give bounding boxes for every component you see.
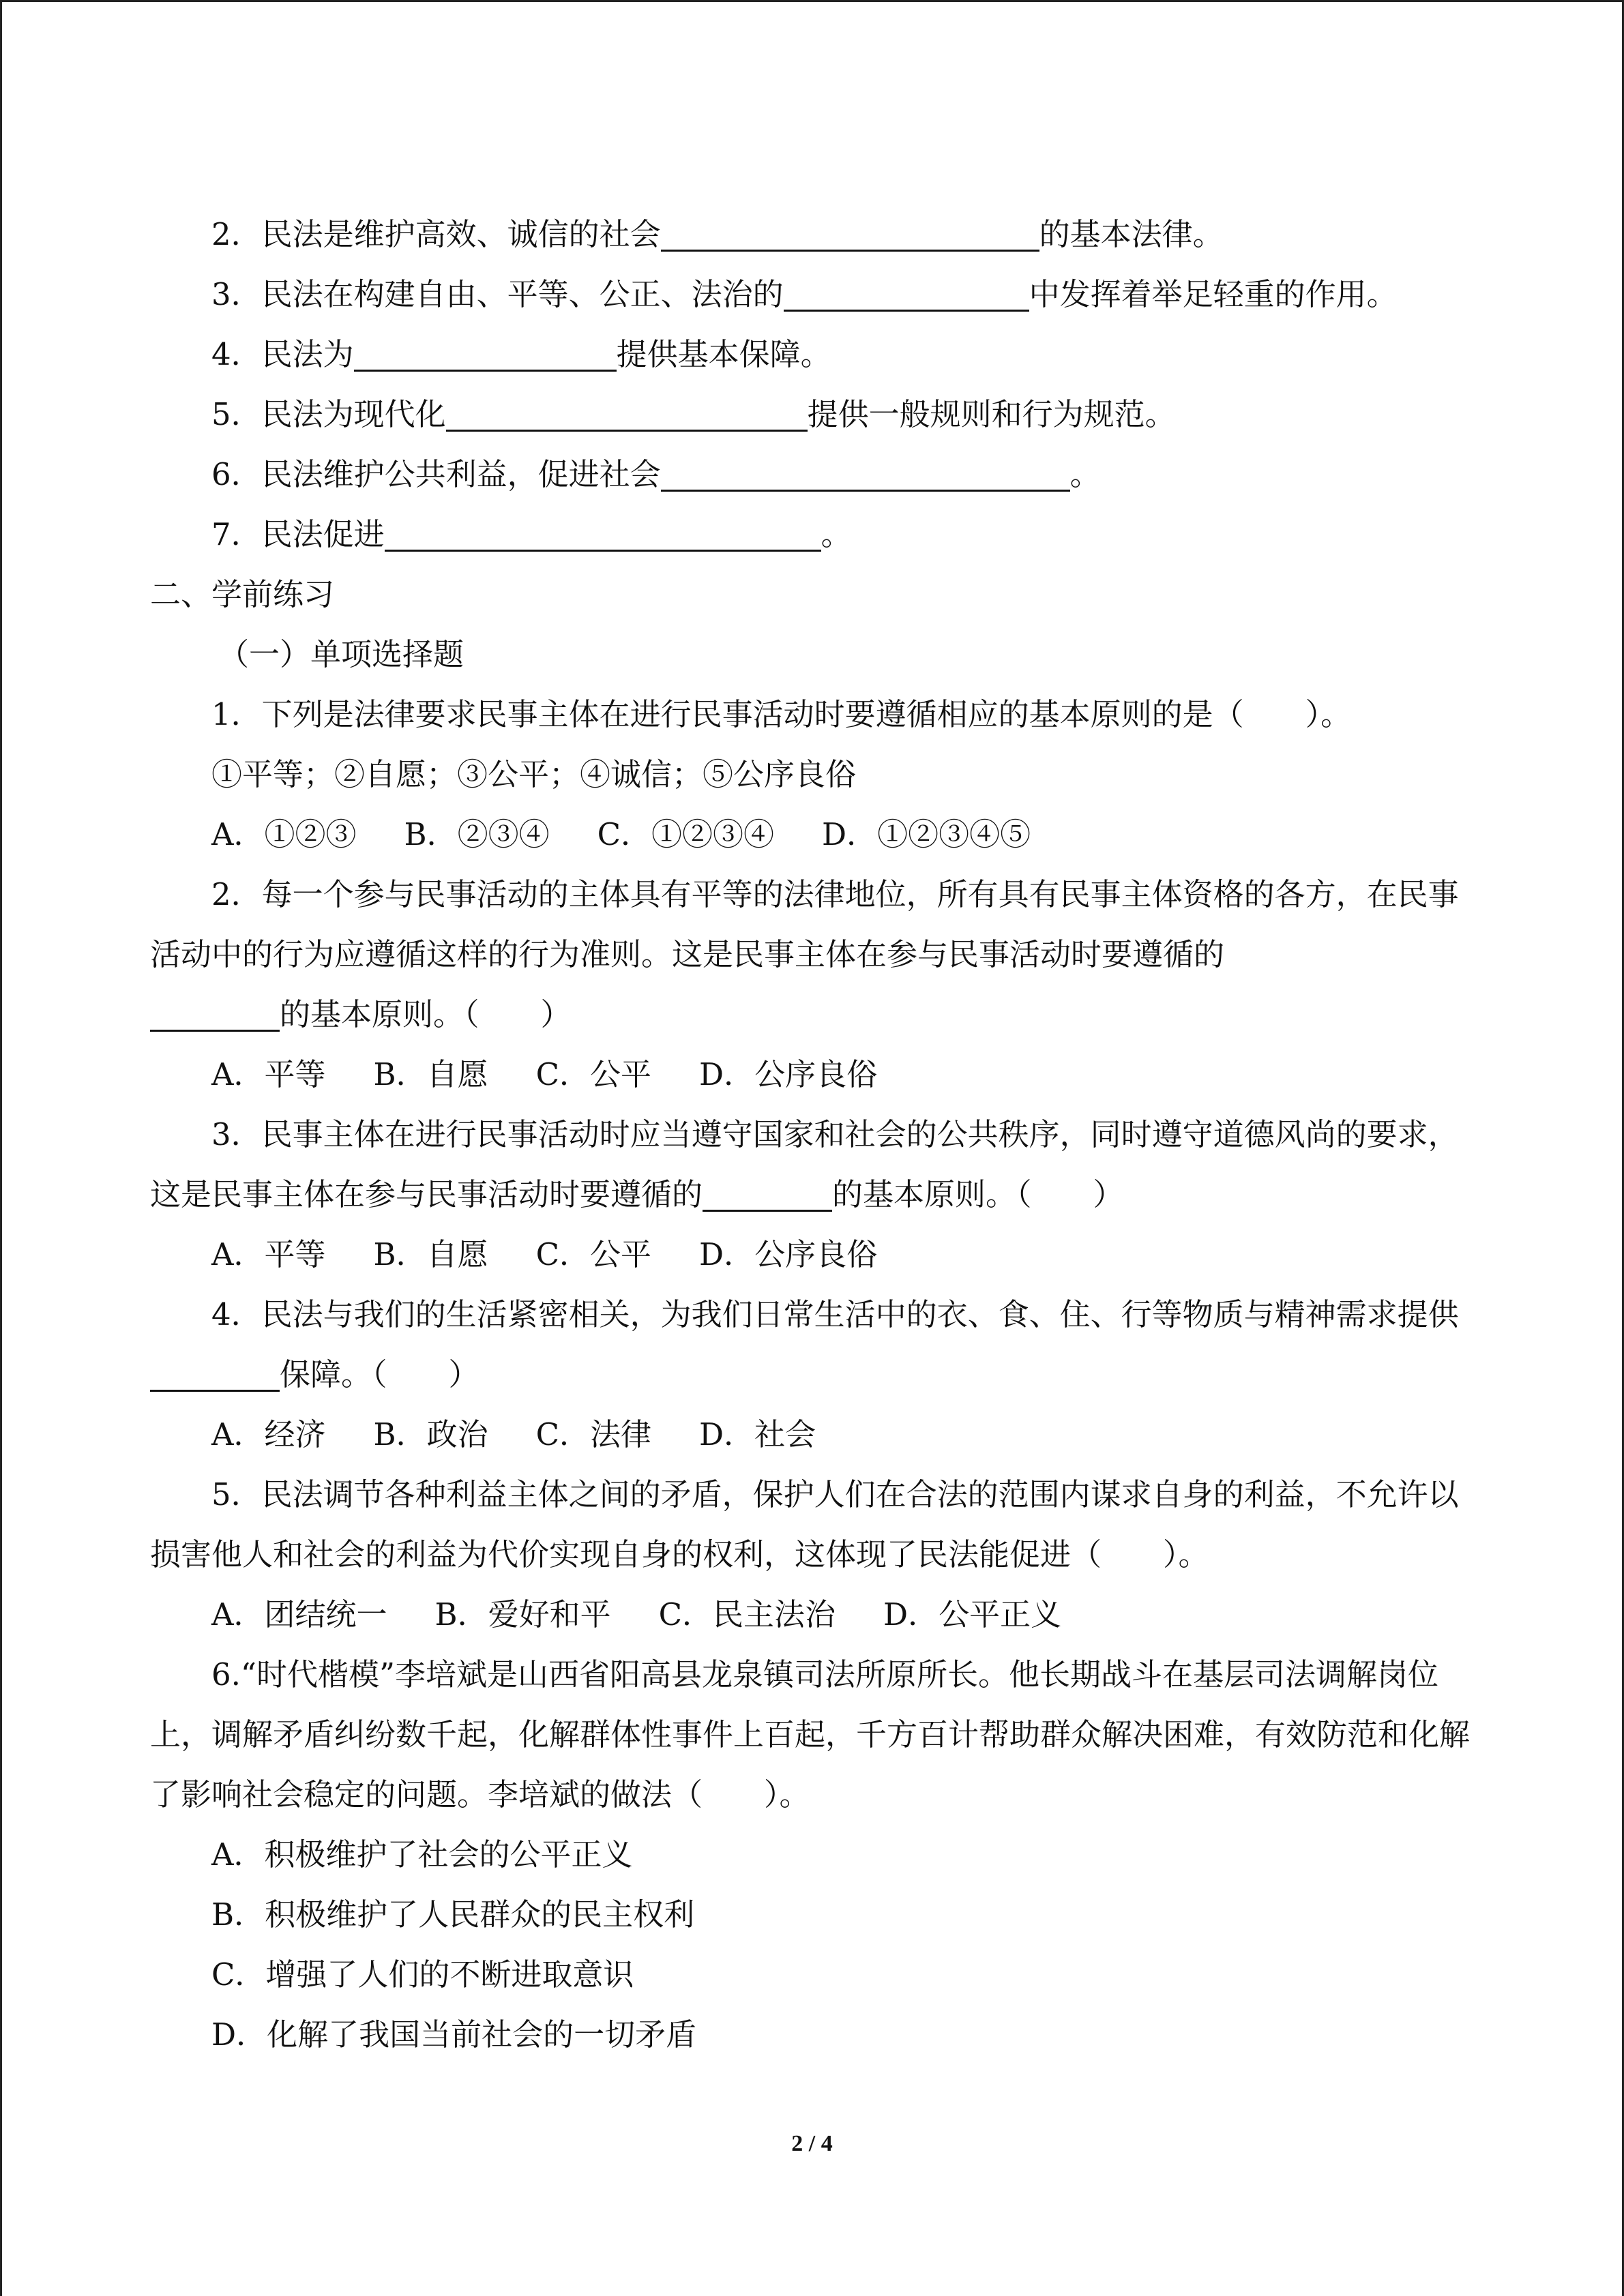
question-text: 的基本原则。（ ） — [280, 996, 572, 1032]
fill-item-text: 2．民法是维护高效、诚信的社会 — [211, 216, 661, 252]
option-c[interactable]: C．法律 — [535, 1416, 652, 1452]
question-1-stem: 1．下列是法律要求民事主体在进行民事活动时要遵循相应的基本原则的是（ ）。 — [211, 696, 1352, 732]
option-b[interactable]: B．自愿 — [373, 1236, 488, 1272]
option-d[interactable]: D．①②③④⑤ — [822, 816, 1031, 852]
question-6-stem: 6.“时代楷模”李培斌是山西省阳高县龙泉镇司法所原所长。他长期战斗在基层司法调解岗位上，调解矛盾纠纷数千起，化解群体性事件上百起，千方百计帮助群众解决困难，有效防范和化解了影响社会稳定的问题。李培斌的做法（ ）。 — [150, 1656, 1471, 1813]
question-1-items: ①平等；②自愿；③公平；④诚信；⑤公序良俗 — [211, 756, 857, 792]
answer-blank[interactable] — [446, 394, 808, 432]
option-a[interactable]: A．平等 — [211, 1236, 326, 1272]
option-d[interactable]: D．社会 — [699, 1416, 816, 1452]
option-b[interactable]: B．自愿 — [373, 1056, 488, 1092]
fill-item-text: 的基本法律。 — [1039, 216, 1224, 252]
option-c[interactable]: C．民主法治 — [658, 1596, 836, 1632]
question-3-options — [150, 1225, 1480, 1285]
question-4-stem — [150, 1285, 1480, 1405]
fill-item-text: 提供一般规则和行为规范。 — [807, 396, 1176, 432]
option-c[interactable]: C．公平 — [535, 1056, 652, 1092]
section-title: 二、学前练习 — [150, 576, 335, 612]
option-a[interactable]: A．团结统一 — [211, 1596, 387, 1632]
answer-blank[interactable] — [150, 994, 280, 1032]
fill-item-7 — [150, 505, 1480, 565]
document-body — [150, 205, 1480, 2065]
fill-item-4 — [150, 325, 1480, 385]
answer-blank[interactable] — [703, 1174, 832, 1212]
option-d[interactable]: D．公平正义 — [883, 1596, 1062, 1632]
option-a[interactable]: A．①②③ — [211, 816, 357, 852]
question-2-stem — [150, 865, 1480, 1045]
fill-item-text: 中发挥着举足轻重的作用。 — [1029, 276, 1398, 312]
question-5-options — [150, 1585, 1480, 1645]
option-a[interactable]: A．积极维护了社会的公平正义 — [211, 1836, 633, 1873]
option-d[interactable]: D．公序良俗 — [699, 1236, 878, 1272]
question-3-stem — [150, 1105, 1480, 1225]
question-text: 保障。（ ） — [280, 1356, 479, 1392]
answer-blank[interactable] — [354, 334, 617, 372]
answer-blank[interactable] — [784, 274, 1029, 312]
question-text: 3．民事主体在进行民事活动时应当遵守国家和社会的公共秩序，同时遵守道德风尚的要求，这是民事主体在参与民事活动时要遵循的 — [150, 1116, 1459, 1212]
option-c[interactable]: C．增强了人们的不断进取意识 — [211, 1956, 634, 1993]
subsection-title: （一）单项选择题 — [218, 636, 464, 672]
option-b[interactable]: B．政治 — [373, 1416, 488, 1452]
answer-blank[interactable] — [661, 454, 1070, 492]
option-b[interactable]: B．积极维护了人民群众的民主权利 — [211, 1896, 695, 1933]
fill-item-2 — [150, 205, 1480, 265]
option-c[interactable]: C．①②③④ — [597, 816, 775, 852]
question-1-options — [150, 805, 1480, 865]
fill-item-6 — [150, 445, 1480, 505]
answer-blank[interactable] — [150, 1354, 280, 1392]
question-4-options — [150, 1405, 1480, 1465]
fill-item-5 — [150, 385, 1480, 445]
fill-item-text: 5．民法为现代化 — [211, 396, 446, 432]
fill-item-text: 4．民法为 — [211, 336, 354, 372]
question-text: 4．民法与我们的生活紧密相关，为我们日常生活中的衣、食、住、行等物质与精神需求提供 — [211, 1296, 1459, 1332]
fill-item-text: 6．民法维护公共利益，促进社会 — [211, 456, 661, 492]
option-a[interactable]: A．平等 — [211, 1056, 326, 1092]
question-text: 的基本原则。（ ） — [832, 1176, 1124, 1212]
question-text: 2．每一个参与民事活动的主体具有平等的法律地位，所有具有民事主体资格的各方，在民事活动中的行为应遵循这样的行为准则。这是民事主体在参与民事活动时要遵循的 — [150, 876, 1459, 972]
answer-blank[interactable] — [385, 514, 821, 552]
fill-item-text: 3．民法在构建自由、平等、公正、法治的 — [211, 276, 784, 312]
fill-item-text: 提供基本保障。 — [616, 336, 831, 372]
option-b[interactable]: B．爱好和平 — [434, 1596, 611, 1632]
fill-item-text: 7．民法促进 — [211, 516, 385, 552]
option-d[interactable]: D．公序良俗 — [699, 1056, 878, 1092]
fill-item-text: 。 — [821, 516, 852, 552]
answer-blank[interactable] — [661, 214, 1039, 252]
fill-item-text: 。 — [1069, 456, 1101, 492]
question-5-stem: 5．民法调节各种利益主体之间的矛盾，保护人们在合法的范围内谋求自身的利益，不允许以损害他人和社会的利益为代价实现自身的权利，这体现了民法能促进（ ）。 — [150, 1476, 1459, 1572]
option-d[interactable]: D．化解了我国当前社会的一切矛盾 — [211, 2016, 697, 2053]
option-a[interactable]: A．经济 — [211, 1416, 326, 1452]
option-c[interactable]: C．公平 — [535, 1236, 652, 1272]
page-number: 2 / 4 — [791, 2131, 833, 2156]
option-b[interactable]: B．②③④ — [404, 816, 550, 852]
fill-item-3 — [150, 265, 1480, 325]
question-2-options — [150, 1045, 1480, 1105]
